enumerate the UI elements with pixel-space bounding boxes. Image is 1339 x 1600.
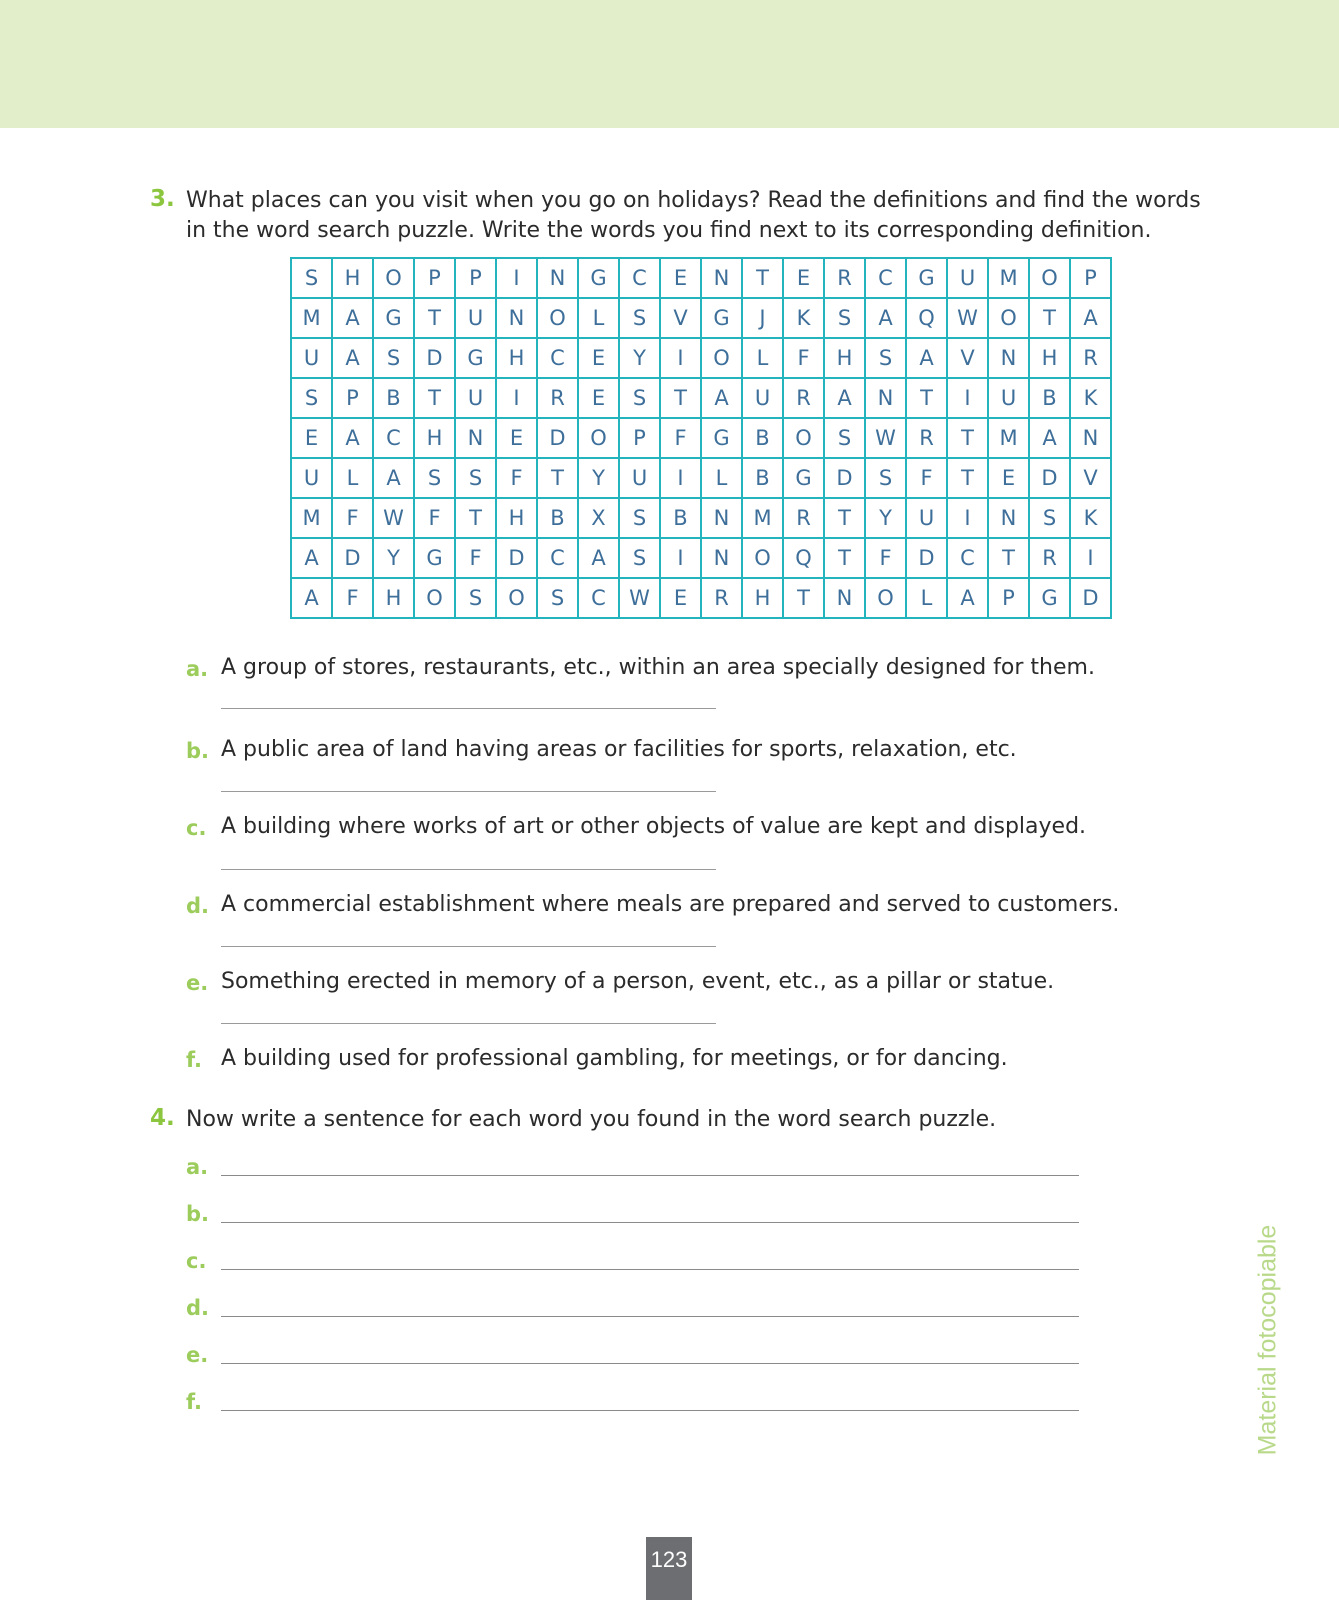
word-search-cell[interactable]: R	[1029, 538, 1070, 578]
word-search-cell[interactable]: O	[701, 338, 742, 378]
word-search-cell[interactable]: T	[947, 418, 988, 458]
word-search-cell[interactable]: Y	[373, 538, 414, 578]
sentence-d-line[interactable]	[221, 1316, 1079, 1317]
word-search-cell[interactable]: S	[291, 378, 332, 418]
word-search-cell[interactable]: O	[414, 578, 455, 618]
sentence-f-letter: f.	[186, 1390, 202, 1414]
word-search-cell[interactable]: U	[988, 378, 1029, 418]
word-search-cell[interactable]: P	[988, 578, 1029, 618]
word-search-cell[interactable]: R	[783, 378, 824, 418]
word-search-cell[interactable]: G	[783, 458, 824, 498]
word-search-cell[interactable]: G	[578, 258, 619, 298]
word-search-row	[291, 258, 1111, 298]
word-search-cell[interactable]: G	[701, 418, 742, 458]
word-search-cell[interactable]: B	[373, 378, 414, 418]
word-search-cell[interactable]: A	[332, 338, 373, 378]
word-search-cell[interactable]: U	[291, 338, 332, 378]
word-search-cell[interactable]: G	[1029, 578, 1070, 618]
word-search-cell[interactable]: F	[496, 458, 537, 498]
word-search-cell[interactable]: E	[988, 458, 1029, 498]
word-search-cell[interactable]: E	[291, 418, 332, 458]
word-search-cell[interactable]: F	[865, 538, 906, 578]
word-search-cell[interactable]: U	[455, 298, 496, 338]
word-search-cell[interactable]: A	[332, 418, 373, 458]
word-search-cell[interactable]: U	[906, 498, 947, 538]
word-search-cell[interactable]: X	[578, 498, 619, 538]
word-search-cell[interactable]: R	[701, 578, 742, 618]
definition-d-text: A commercial establishment where meals are prepared and served to customers.	[221, 892, 1120, 917]
word-search-cell[interactable]: M	[742, 498, 783, 538]
word-search-cell[interactable]: L	[332, 458, 373, 498]
word-search-cell[interactable]: A	[373, 458, 414, 498]
word-search-cell[interactable]: R	[906, 418, 947, 458]
word-search-cell[interactable]: U	[947, 258, 988, 298]
word-search-cell[interactable]: A	[865, 298, 906, 338]
word-search-row	[291, 378, 1111, 418]
word-search-cell[interactable]: T	[414, 378, 455, 418]
word-search-cell[interactable]: B	[742, 418, 783, 458]
word-search-cell[interactable]: O	[865, 578, 906, 618]
word-search-cell[interactable]: I	[660, 338, 701, 378]
word-search-cell[interactable]: K	[783, 298, 824, 338]
exercise-3-number: 3.	[150, 186, 175, 212]
word-search-cell[interactable]: H	[496, 498, 537, 538]
word-search-cell[interactable]: T	[947, 458, 988, 498]
word-search-cell[interactable]: C	[373, 418, 414, 458]
word-search-cell[interactable]: F	[783, 338, 824, 378]
word-search-cell[interactable]: S	[373, 338, 414, 378]
word-search-cell[interactable]: D	[1070, 578, 1111, 618]
word-search-cell[interactable]: H	[414, 418, 455, 458]
word-search-cell[interactable]: F	[660, 418, 701, 458]
word-search-cell[interactable]: D	[332, 538, 373, 578]
word-search-cell[interactable]: R	[824, 258, 865, 298]
word-search-cell[interactable]: T	[988, 538, 1029, 578]
word-search-cell[interactable]: N	[455, 418, 496, 458]
word-search-cell[interactable]: N	[1070, 418, 1111, 458]
word-search-cell[interactable]: W	[865, 418, 906, 458]
word-search-cell[interactable]: Q	[783, 538, 824, 578]
word-search-cell[interactable]: N	[988, 498, 1029, 538]
word-search-cell[interactable]: G	[701, 298, 742, 338]
word-search-cell[interactable]: E	[660, 578, 701, 618]
word-search-cell[interactable]: O	[1029, 258, 1070, 298]
word-search-cell[interactable]: N	[701, 498, 742, 538]
word-search-cell[interactable]: T	[906, 378, 947, 418]
sentence-f-line[interactable]	[221, 1410, 1079, 1411]
definition-c-answer-line[interactable]	[221, 869, 716, 870]
word-search-cell[interactable]: S	[619, 298, 660, 338]
word-search-row	[291, 498, 1111, 538]
word-search-cell[interactable]: S	[619, 538, 660, 578]
word-search-cell[interactable]: S	[619, 378, 660, 418]
word-search-cell[interactable]: S	[414, 458, 455, 498]
word-search-cell[interactable]: S	[619, 498, 660, 538]
word-search-cell[interactable]: A	[291, 538, 332, 578]
sentence-c-letter: c.	[186, 1249, 207, 1273]
word-search-cell[interactable]: V	[1070, 458, 1111, 498]
word-search-cell[interactable]: S	[537, 578, 578, 618]
word-search-cell[interactable]: B	[537, 498, 578, 538]
word-search-cell[interactable]: I	[947, 498, 988, 538]
sentence-a-line[interactable]	[221, 1175, 1079, 1176]
word-search-cell[interactable]: T	[455, 498, 496, 538]
word-search-cell[interactable]: F	[332, 498, 373, 538]
sentence-e-letter: e.	[186, 1343, 209, 1367]
word-search-cell[interactable]: O	[988, 298, 1029, 338]
definition-d-answer-line[interactable]	[221, 946, 716, 947]
word-search-cell[interactable]: A	[1029, 418, 1070, 458]
word-search-cell[interactable]: D	[496, 538, 537, 578]
word-search-cell[interactable]: A	[906, 338, 947, 378]
word-search-cell[interactable]: N	[496, 298, 537, 338]
definition-c-text: A building where works of art or other objects of value are kept and displayed.	[221, 814, 1087, 839]
word-search-cell[interactable]: U	[619, 458, 660, 498]
word-search-cell[interactable]: S	[291, 258, 332, 298]
word-search-cell[interactable]: H	[373, 578, 414, 618]
word-search-cell[interactable]: I	[1070, 538, 1111, 578]
definition-b-answer-line[interactable]	[221, 791, 716, 792]
word-search-cell[interactable]: U	[291, 458, 332, 498]
word-search-row	[291, 338, 1111, 378]
word-search-cell[interactable]: T	[783, 578, 824, 618]
word-search-cell[interactable]: A	[578, 538, 619, 578]
word-search-cell[interactable]: F	[414, 498, 455, 538]
word-search-cell[interactable]: A	[701, 378, 742, 418]
word-search-cell[interactable]: H	[1029, 338, 1070, 378]
word-search-cell[interactable]: C	[619, 258, 660, 298]
sentence-b-letter: b.	[186, 1202, 210, 1226]
word-search-cell[interactable]: G	[373, 298, 414, 338]
exercise-4-instruction: Now write a sentence for each word you found in the word search puzzle.	[186, 1107, 997, 1132]
word-search-row	[291, 298, 1111, 338]
side-label: Material fotocopiable	[1253, 1224, 1282, 1456]
word-search-cell[interactable]: T	[1029, 298, 1070, 338]
sentence-a-letter: a.	[186, 1155, 209, 1179]
word-search-cell[interactable]: H	[742, 578, 783, 618]
definition-e-text: Something erected in memory of a person, event, etc., as a pillar or statue.	[221, 969, 1055, 994]
sentence-d-letter: d.	[186, 1296, 210, 1320]
word-search-cell[interactable]: D	[414, 338, 455, 378]
word-search-cell[interactable]: W	[947, 298, 988, 338]
word-search-cell[interactable]: P	[332, 378, 373, 418]
word-search-cell[interactable]: O	[742, 538, 783, 578]
word-search-cell[interactable]: D	[824, 458, 865, 498]
word-search-cell[interactable]: E	[783, 258, 824, 298]
word-search-cell[interactable]: O	[537, 298, 578, 338]
header-band	[0, 0, 1339, 128]
word-search-cell[interactable]: S	[455, 578, 496, 618]
word-search-cell[interactable]: Y	[865, 498, 906, 538]
word-search-cell[interactable]: A	[947, 578, 988, 618]
exercise-3-instruction-line-1: What places can you visit when you go on holidays? Read the definitions and find the words	[186, 188, 1201, 213]
definition-e-letter: e.	[186, 971, 209, 995]
word-search-cell[interactable]: B	[1029, 378, 1070, 418]
word-search-cell[interactable]: A	[291, 578, 332, 618]
word-search-cell[interactable]: V	[947, 338, 988, 378]
word-search-cell[interactable]: A	[1070, 298, 1111, 338]
word-search-cell[interactable]: S	[865, 458, 906, 498]
word-search-cell[interactable]: R	[783, 498, 824, 538]
page-number: 123	[646, 1537, 692, 1600]
word-search-cell[interactable]: B	[660, 498, 701, 538]
word-search-cell[interactable]: E	[578, 338, 619, 378]
definition-b-text: A public area of land having areas or facilities for sports, relaxation, etc.	[221, 737, 1017, 762]
word-search-cell[interactable]: E	[578, 378, 619, 418]
word-search-cell[interactable]: T	[824, 498, 865, 538]
word-search-cell[interactable]: H	[824, 338, 865, 378]
exercise-3-instruction-line-2: in the word search puzzle. Write the words you find next to its corresponding definition.	[186, 218, 1152, 243]
word-search-cell[interactable]: N	[865, 378, 906, 418]
word-search-cell[interactable]: H	[496, 338, 537, 378]
definition-d-letter: d.	[186, 894, 210, 918]
word-search-cell[interactable]: V	[660, 298, 701, 338]
word-search-cell[interactable]: Y	[619, 338, 660, 378]
word-search-row	[291, 578, 1111, 618]
word-search-cell[interactable]: S	[455, 458, 496, 498]
word-search-cell[interactable]: I	[496, 258, 537, 298]
word-search-cell[interactable]: R	[1070, 338, 1111, 378]
word-search-cell[interactable]: I	[660, 538, 701, 578]
word-search-cell[interactable]: L	[578, 298, 619, 338]
word-search-cell[interactable]: O	[578, 418, 619, 458]
word-search-cell[interactable]: U	[742, 378, 783, 418]
word-search-cell[interactable]: B	[742, 458, 783, 498]
word-search-cell[interactable]: T	[537, 458, 578, 498]
word-search-cell[interactable]: D	[1029, 458, 1070, 498]
word-search-cell[interactable]: W	[619, 578, 660, 618]
word-search-cell[interactable]: W	[373, 498, 414, 538]
word-search-cell[interactable]: L	[701, 458, 742, 498]
word-search-cell[interactable]: G	[414, 538, 455, 578]
word-search-cell[interactable]: P	[414, 258, 455, 298]
word-search-cell[interactable]: E	[496, 418, 537, 458]
word-search-cell[interactable]: N	[824, 578, 865, 618]
word-search-cell[interactable]: N	[988, 338, 1029, 378]
word-search-cell[interactable]: O	[496, 578, 537, 618]
word-search-cell[interactable]: N	[701, 538, 742, 578]
word-search-cell[interactable]: F	[906, 458, 947, 498]
word-search-cell[interactable]: P	[1070, 258, 1111, 298]
exercise-4-number: 4.	[150, 1105, 175, 1131]
word-search-cell[interactable]: C	[537, 538, 578, 578]
word-search-grid	[290, 257, 1112, 619]
word-search-cell[interactable]: A	[332, 298, 373, 338]
word-search-cell[interactable]: S	[824, 298, 865, 338]
word-search-cell[interactable]: T	[660, 378, 701, 418]
word-search-cell[interactable]: M	[291, 498, 332, 538]
word-search-cell[interactable]: G	[906, 258, 947, 298]
word-search-cell[interactable]: U	[455, 378, 496, 418]
word-search-cell[interactable]: D	[537, 418, 578, 458]
definition-a-letter: a.	[186, 657, 209, 681]
word-search-cell[interactable]: Q	[906, 298, 947, 338]
word-search-cell[interactable]: T	[742, 258, 783, 298]
word-search-cell[interactable]: H	[332, 258, 373, 298]
word-search-cell[interactable]: T	[414, 298, 455, 338]
word-search-cell[interactable]: P	[455, 258, 496, 298]
word-search-cell[interactable]: F	[332, 578, 373, 618]
definition-e-answer-line[interactable]	[221, 1023, 716, 1024]
word-search-row	[291, 458, 1111, 498]
word-search-cell[interactable]: K	[1070, 378, 1111, 418]
word-search-cell[interactable]: A	[824, 378, 865, 418]
word-search-cell[interactable]: S	[824, 418, 865, 458]
sentence-b-line[interactable]	[221, 1222, 1079, 1223]
word-search-cell[interactable]: O	[373, 258, 414, 298]
word-search-cell[interactable]: T	[824, 538, 865, 578]
word-search-cell[interactable]: M	[988, 258, 1029, 298]
word-search-cell[interactable]: E	[660, 258, 701, 298]
sentence-e-line[interactable]	[221, 1363, 1079, 1364]
word-search-cell[interactable]: P	[619, 418, 660, 458]
word-search-cell[interactable]: N	[537, 258, 578, 298]
word-search-row	[291, 538, 1111, 578]
definition-f-letter: f.	[186, 1048, 202, 1072]
word-search-cell[interactable]: G	[455, 338, 496, 378]
word-search-cell[interactable]: C	[865, 258, 906, 298]
word-search-cell[interactable]: K	[1070, 498, 1111, 538]
word-search-cell[interactable]: I	[947, 378, 988, 418]
definition-b-letter: b.	[186, 739, 210, 763]
word-search-cell[interactable]: F	[455, 538, 496, 578]
word-search-cell[interactable]: S	[865, 338, 906, 378]
definition-f-text: A building used for professional gambling, for meetings, or for dancing.	[221, 1046, 1008, 1071]
definition-a-answer-line[interactable]	[221, 708, 716, 709]
word-search-cell[interactable]: O	[783, 418, 824, 458]
word-search-cell[interactable]: L	[742, 338, 783, 378]
word-search-cell[interactable]: S	[1029, 498, 1070, 538]
word-search-cell[interactable]: R	[537, 378, 578, 418]
word-search-cell[interactable]: M	[291, 298, 332, 338]
word-search-cell[interactable]: Y	[578, 458, 619, 498]
word-search-cell[interactable]: N	[701, 258, 742, 298]
definition-a-text: A group of stores, restaurants, etc., within an area specially designed for them.	[221, 655, 1095, 680]
word-search-cell[interactable]: L	[906, 578, 947, 618]
word-search-cell[interactable]: C	[537, 338, 578, 378]
word-search-cell[interactable]: D	[906, 538, 947, 578]
word-search-cell[interactable]: I	[496, 378, 537, 418]
word-search-cell[interactable]: J	[742, 298, 783, 338]
definition-c-letter: c.	[186, 816, 207, 840]
word-search-cell[interactable]: M	[988, 418, 1029, 458]
word-search-row	[291, 418, 1111, 458]
word-search-cell[interactable]: C	[947, 538, 988, 578]
word-search-cell[interactable]: I	[660, 458, 701, 498]
word-search-cell[interactable]: C	[578, 578, 619, 618]
sentence-c-line[interactable]	[221, 1269, 1079, 1270]
